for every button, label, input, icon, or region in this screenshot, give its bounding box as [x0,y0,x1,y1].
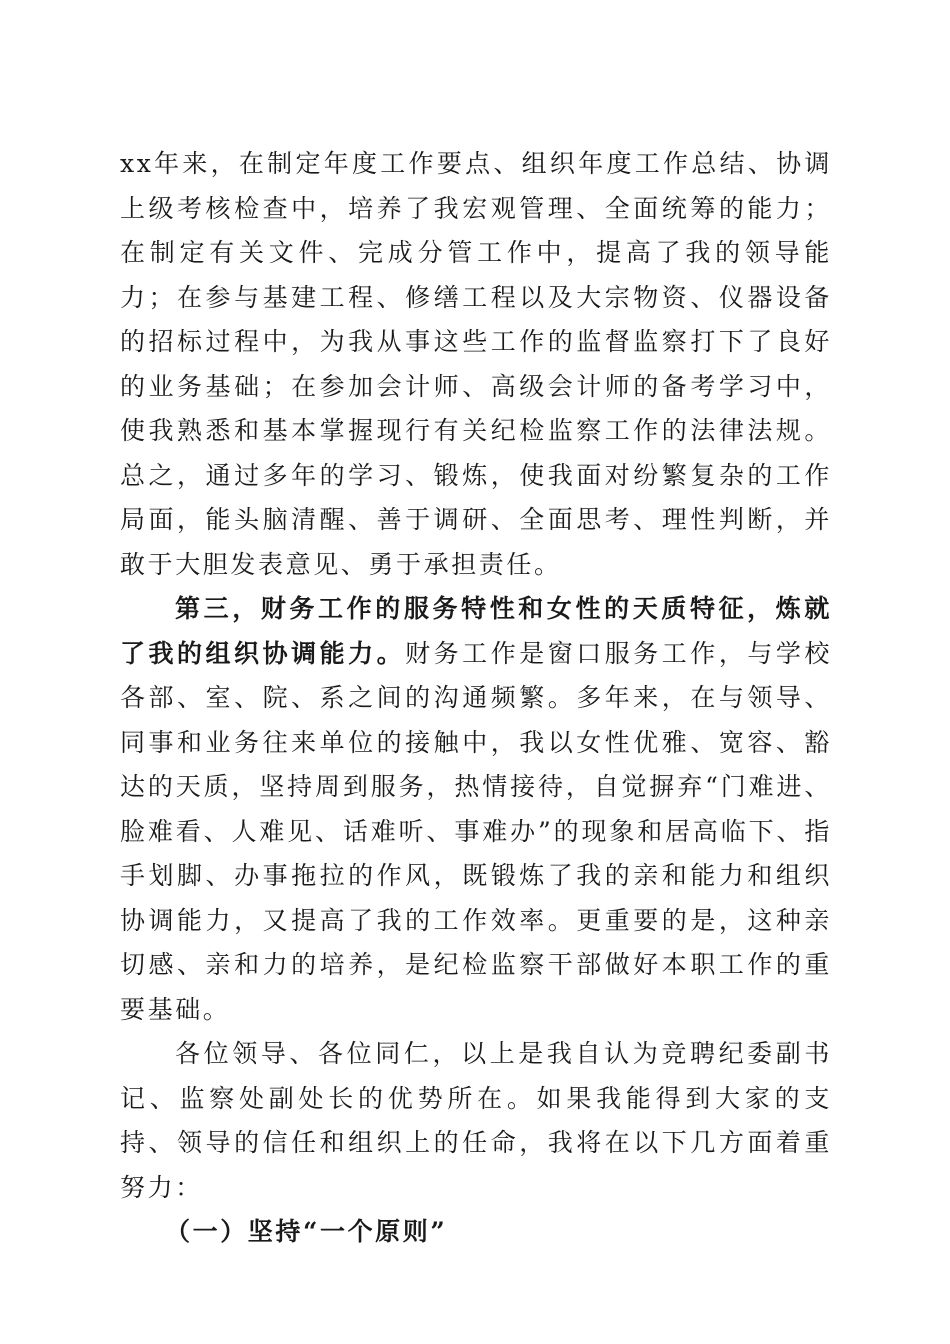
paragraph-text: 财务工作是窗口服务工作，与学校各部、室、院、系之间的沟通频繁。多年来，在与领导、同事和业务往来单位的接触中，我以女性优雅、宽容、豁达的天质，坚持周到服务，热情接待，自觉摒弃“门难进、脸难看、人难见、话难听、事难办”的现象和居高临下、指手划脚、办事拖拉的作风，既锻炼了我的亲和能力和组织协调能力，又提高了我的工作效率。更重要的是，这种亲切感、亲和力的培养，是纪检监察干部做好本职工作的重要基础。 [120,638,832,1024]
paragraph-third-point [120,587,832,1032]
paragraph-text: xx年来，在制定年度工作要点、组织年度工作总结、协调上级考核检查中，培养了我宏观管理、全面统筹的能力；在制定有关文件、完成分管工作中，提高了我的领导能力；在参与基建工程、修缮工程以及大宗物资、仪器设备的招标过程中，为我从事这些工作的监督监察打下了良好的业务基础；在参加会计师、高级会计师的备考学习中，使我熟悉和基本掌握现行有关纪检监察工作的法律法规。总之，通过多年的学习、锻炼，使我面对纷繁复杂的工作局面，能头脑清醒、善于调研、全面思考、理性判断，并敢于大胆发表意见、勇于承担责任。 [120,149,832,579]
paragraph-summary [120,1032,832,1210]
paragraph-text: 各位领导、各位同仁，以上是我自认为竞聘纪委副书记、监察处副处长的优势所在。如果我能得到大家的支持、领导的信任和组织上的任命，我将在以下几方面着重努力： [120,1039,832,1202]
paragraph-lead-sentence: 第三，财务工作的服务特性和女性的天质特征，炼就了我的组织协调能力。 [120,594,832,668]
section-subheading: （一）坚持“一个原则” [165,1217,448,1246]
paragraph-experience [120,142,832,587]
document-body [120,142,832,1255]
